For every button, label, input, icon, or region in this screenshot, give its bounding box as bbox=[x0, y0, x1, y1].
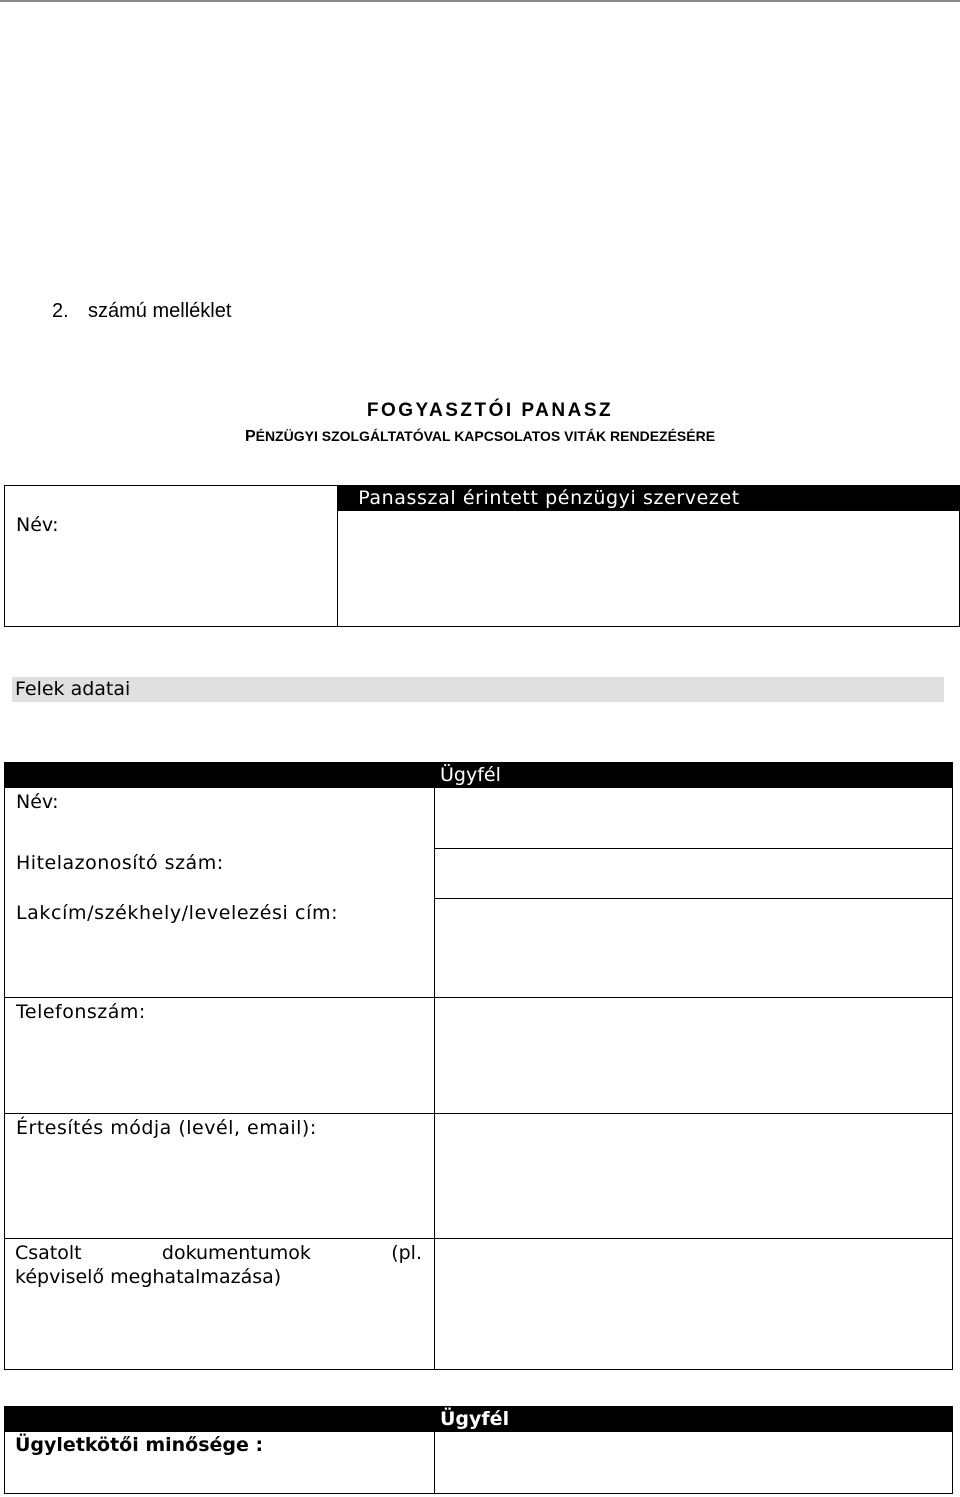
loan-id-label: Hitelazonosító szám: bbox=[16, 852, 224, 874]
organization-name-label: Név: bbox=[16, 514, 59, 536]
attachments-label-line1 bbox=[15, 1242, 422, 1264]
contract-role-field[interactable] bbox=[435, 1432, 953, 1494]
form-title: FOGYASZTÓI PANASZ bbox=[366, 400, 614, 421]
loan-id-field[interactable] bbox=[435, 849, 953, 898]
annex-number: 2. bbox=[52, 300, 69, 322]
contract-header: Ügyfél bbox=[440, 1408, 510, 1430]
parties-section-band bbox=[12, 677, 944, 702]
annex-label bbox=[52, 300, 231, 323]
organization-header: Panasszal érintett pénzügyi szervezet bbox=[358, 487, 740, 509]
organization-name-field[interactable] bbox=[338, 511, 960, 627]
notification-method-field[interactable] bbox=[435, 1114, 953, 1238]
parties-section-title: Felek adatai bbox=[15, 678, 131, 700]
subtitle-first-letter: P bbox=[244, 428, 256, 445]
form-subtitle bbox=[0, 428, 960, 446]
attachments-field[interactable] bbox=[435, 1239, 953, 1370]
top-rule bbox=[0, 0, 960, 2]
subtitle-rest: ÉNZÜGYI SZOLGÁLTATÓVAL KAPCSOLATOS VITÁK RENDEZÉSÉRE bbox=[255, 428, 716, 444]
client-name-label: Név: bbox=[16, 791, 59, 813]
address-label: Lakcím/székhely/levelezési cím: bbox=[16, 902, 339, 924]
phone-label: Telefonszám: bbox=[16, 1001, 146, 1023]
attachments-label-line2: képviselő meghatalmazása) bbox=[15, 1266, 282, 1288]
attachments-word-3: (pl. bbox=[391, 1242, 422, 1264]
phone-field[interactable] bbox=[435, 998, 953, 1113]
annex-text: számú melléklet bbox=[88, 300, 232, 322]
address-field[interactable] bbox=[435, 899, 953, 997]
client-header: Ügyfél bbox=[440, 764, 501, 786]
notification-method-label: Értesítés módja (levél, email): bbox=[16, 1117, 317, 1139]
attachments-word-1: Csatolt bbox=[15, 1242, 82, 1264]
contract-role-label: Ügyletkötői minősége : bbox=[15, 1434, 264, 1456]
attachments-word-2: dokumentumok bbox=[161, 1242, 311, 1264]
client-name-field[interactable] bbox=[435, 788, 953, 848]
